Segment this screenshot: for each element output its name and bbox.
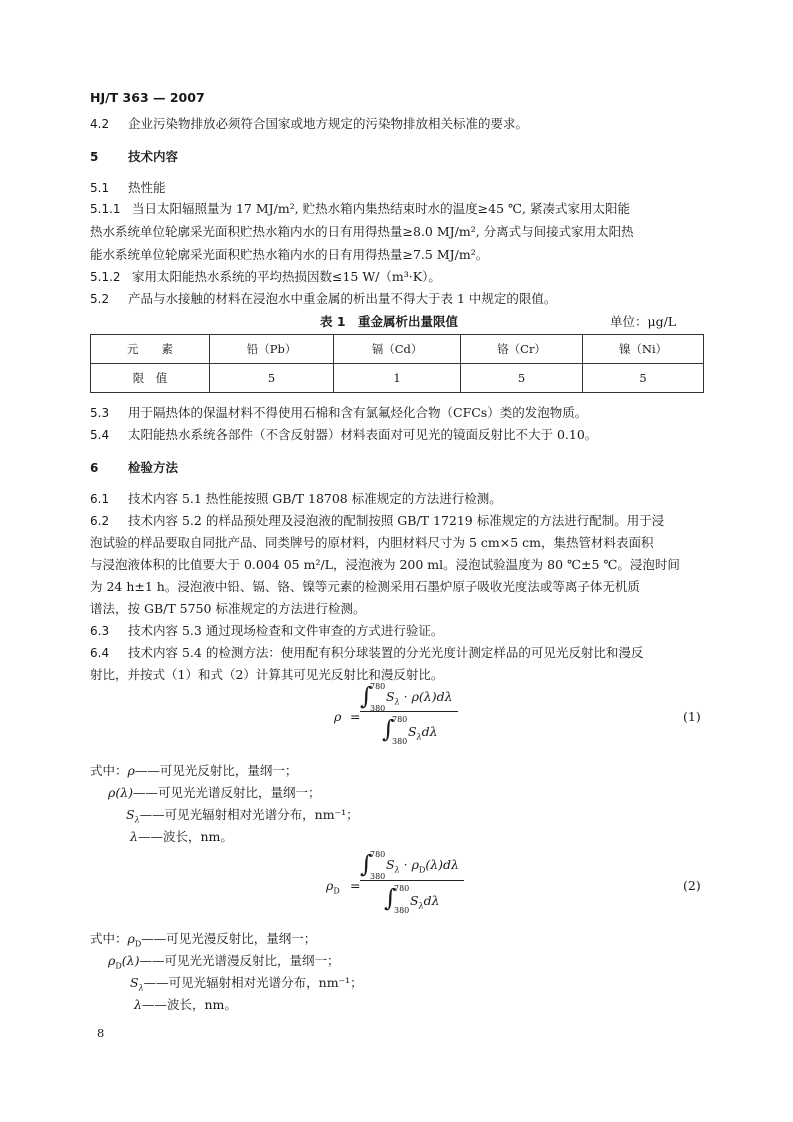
table-cell: 限 值 [91,364,210,393]
eq1-lhs: ρ [334,709,342,724]
standard-code: HJ/T 363 — 2007 [90,90,205,105]
page-number: 8 [97,1026,105,1040]
eq2-def-4 [134,994,237,1016]
eq2-lhs-symbol: ρ [326,878,334,893]
eq2-den-symbol: S [410,893,419,908]
eq1-def-1 [90,760,297,782]
def-symbol: S [130,975,139,990]
table-cell: 1 [334,364,461,393]
table-caption: 表 1 重金属析出量限值 [320,314,459,329]
def-text: ——可见光反射比，量纲一； [134,763,298,778]
eq1-den-rest: dλ [421,724,438,739]
section-6-heading [90,457,178,479]
eq1-denominator [408,724,438,742]
def-symbol: S [126,807,135,822]
def-intro: 式中： [90,763,128,778]
def-text: ——可见光辐射相对光谱分布，nm⁻¹； [143,975,363,990]
eq1-equals: = [350,709,361,724]
clause-5-2 [90,288,556,310]
def-symbol-sub: λ [134,815,140,825]
clause-6-2-line2: 泡试验的样品要取自同批产品、同类牌号的原材料，内胆材料尺寸为 5 cm×5 cm，集热管材料表面积 [90,535,654,550]
clause-5-1-1-line3: 能水系统单位轮廓采光面积贮热水箱内水的日有用得热量≥7.5 MJ/m²。 [90,247,489,262]
table-header-cell: 镉（Cd） [334,335,461,364]
clause-number: 5.1 [90,181,110,195]
eq2-num-lower: 380 [370,872,386,881]
def-symbol: ρ [127,763,135,778]
table-header-cell: 铅（Pb） [210,335,334,364]
table-unit: 单位：μg/L [610,314,677,329]
section-5-heading [90,146,178,168]
clause-5-1 [90,177,166,199]
integral-sign-icon: ∫ [382,715,395,743]
eq1-def-4 [130,826,233,848]
clause-number: 5.1.1 [90,202,121,216]
clause-number: 6.4 [90,646,110,660]
clause-text: 技术内容 5.4 的检测方法：使用配有积分球装置的分光光度计测定样品的可见光反射比和漫反 [128,645,644,660]
equation-number: (2) [683,878,701,893]
clause-number: 5.3 [90,406,110,420]
eq1-num-rest: · ρ(λ)dλ [399,689,453,704]
clause-4-2 [90,113,528,135]
def-symbol: λ [134,997,142,1012]
eq2-lhs-sub: D [333,886,340,896]
eq1-num-symbol: S [386,689,395,704]
eq1-den-symbol: S [408,724,417,739]
clause-6-2-line5: 谱法，按 GB/T 5750 标准规定的方法进行检测。 [90,601,366,616]
eq1-den-sub: λ [416,732,422,742]
clause-6-2-line4: 为 24 h±1 h。浸泡液中铅、镉、铬、镍等元素的检测采用石墨炉原子吸收光度法或等离子体无机质 [90,579,640,594]
clause-5-4 [90,424,597,446]
clause-text: 当日太阳辐照量为 17 MJ/m², 贮热水箱内集热结束时水的温度≥45 ℃, 紧凑式家用太阳能 [132,201,630,216]
clause-5-1-1-line2: 热水系统单位轮廓采光面积贮热水箱内水的日有用得热量≥8.0 MJ/m², 分离式与间接式家用太阳热 [90,224,634,239]
eq1-num-upper: 780 [370,682,386,691]
eq2-equals: = [350,878,361,893]
clause-6-4-line1 [90,642,643,664]
clause-text: 用于隔热体的保温材料不得使用石棉和含有氯氟烃化合物（CFCs）类的发泡物质。 [128,405,588,420]
clause-number: 4.2 [90,117,110,131]
table-header-row [91,335,704,364]
def-text: ——波长，nm。 [141,997,237,1012]
section-title: 检验方法 [128,460,179,475]
def-text: ——可见光光谱漫反射比，量纲一； [139,953,340,968]
eq2-num-symbol: S [386,857,395,872]
eq2-den-lower: 380 [394,906,410,915]
clause-number: 6.3 [90,624,110,638]
clause-6-2-line1 [90,510,664,532]
integral-sign-icon: ∫ [360,850,373,878]
table-header-cell: 元 素 [91,335,210,364]
clause-text: 企业污染物排放必须符合国家或地方规定的污染物排放相关标准的要求。 [128,116,529,131]
clause-number: 6.2 [90,514,110,528]
eq2-num-rest2: (λ)dλ [425,857,459,872]
def-text: ——可见光漫反射比，量纲一； [141,931,317,946]
table-row [91,364,704,393]
eq1-den-lower: 380 [392,737,408,746]
clause-5-1-2 [90,266,441,288]
heavy-metal-limit-table [90,334,704,393]
equation-number: (1) [683,709,701,724]
clause-text: 技术内容 5.1 热性能按照 GB/T 18708 标准规定的方法进行检测。 [128,491,502,506]
eq1-def-2 [108,782,321,804]
fraction-bar [360,711,458,712]
clause-5-3 [90,402,587,424]
eq2-denominator [410,893,440,911]
eq2-den-rest: dλ [423,893,440,908]
clause-text: 产品与水接触的材料在浸泡水中重金属的析出量不得大于表 1 中规定的限值。 [128,291,557,306]
clause-6-1 [90,488,502,510]
eq2-lhs [326,878,340,896]
def-symbol: ρ [108,953,116,968]
clause-6-3 [90,620,443,642]
table-cell: 5 [210,364,334,393]
def-symbol: ρ [127,931,135,946]
eq2-num-sub: λ [394,865,400,875]
clause-number: 5.4 [90,428,110,442]
def-intro: 式中： [90,931,128,946]
eq2-num-upper: 780 [370,850,386,859]
table-header-cell: 镍（Ni） [583,335,704,364]
clause-number: 5.1.2 [90,270,121,284]
def-text: ——可见光光谱反射比，量纲一； [133,785,321,800]
section-number: 5 [90,150,99,164]
fraction-bar [360,880,464,881]
eq2-den-sub: λ [418,901,424,911]
eq1-den-upper: 780 [392,715,408,724]
eq1-num-sub: λ [394,697,400,707]
def-symbol-sub: D [134,939,142,949]
def-symbol-sub: D [115,961,122,971]
table-cell: 5 [583,364,704,393]
eq2-num-rest: · ρ [399,857,419,872]
table-cell: 5 [460,364,582,393]
clause-6-4-line2: 射比，并按式（1）和式（2）计算其可见光反射比和漫反射比。 [90,667,444,682]
clause-text: 技术内容 5.3 通过现场检查和文件审查的方式进行验证。 [128,623,444,638]
clause-text: 技术内容 5.2 的样品预处理及浸泡液的配制按照 GB/T 17219 标准规定的方法进行配制。用于浸 [128,513,665,528]
def-text: ——可见光辐射相对光谱分布，nm⁻¹； [139,807,359,822]
eq1-num-lower: 380 [370,704,386,713]
eq2-num-rest-sub: D [418,865,426,875]
section-number: 6 [90,461,99,475]
clause-title: 热性能 [128,180,166,195]
def-symbol-sub: λ [138,983,144,993]
integral-sign-icon: ∫ [360,682,373,710]
clause-text: 家用太阳能热水系统的平均热损因数≤15 W/（m³·K）。 [132,269,441,284]
clause-5-1-1-line1 [90,198,630,220]
def-symbol-rest: (λ) [121,953,140,968]
eq2-numerator [386,857,459,875]
eq1-numerator [386,689,453,707]
integral-sign-icon: ∫ [384,884,397,912]
section-title: 技术内容 [128,149,179,164]
table-header-cell: 铬（Cr） [460,335,582,364]
clause-text: 太阳能热水系统各部件（不含反射器）材料表面对可见光的镜面反射比不大于 0.10。 [128,427,598,442]
eq2-den-upper: 780 [394,884,410,893]
clause-number: 5.2 [90,292,110,306]
def-text: ——波长，nm。 [137,829,233,844]
def-symbol: ρ(λ) [108,785,134,800]
clause-6-2-line3: 与浸泡液体积的比值要大于 0.004 05 m²/L，浸泡液为 200 ml。浸泡试验温度为 80 ℃±5 ℃。浸泡时间 [90,557,680,572]
clause-number: 6.1 [90,492,110,506]
def-symbol: λ [130,829,138,844]
